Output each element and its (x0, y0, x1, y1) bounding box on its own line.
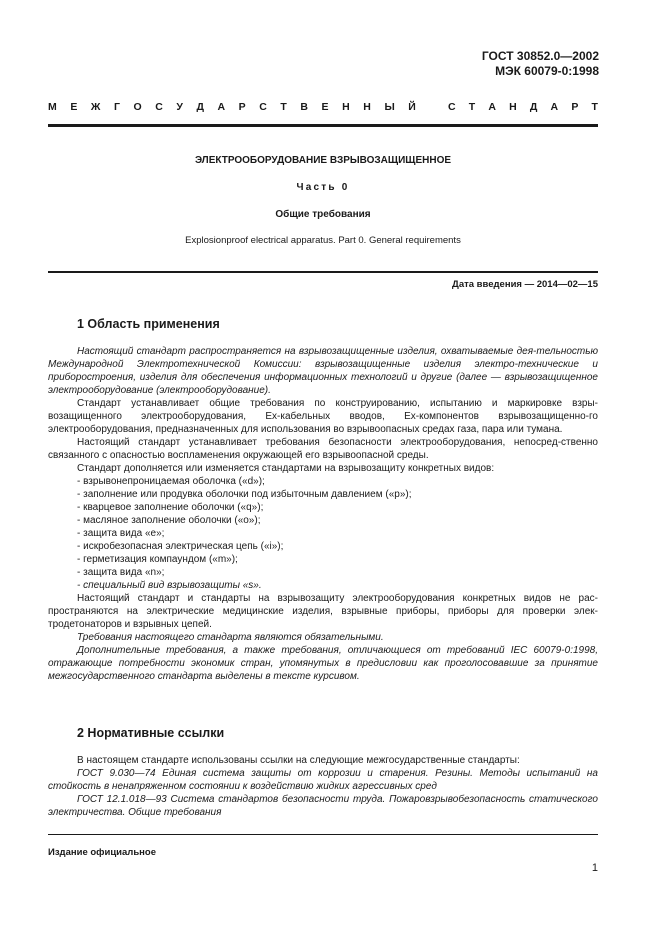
section-1-body (48, 345, 598, 683)
banner-letter: А (550, 101, 559, 113)
banner-letter: С (155, 101, 163, 113)
banner-letter: Ы (384, 101, 395, 113)
paragraph: Стандарт устанавливает общие требования по конструированию, испытанию и маркировке взры-возащищенного электрооборудования, Ex-кабельных вводов, Ex-компонентов взрывозащищенно-го электрооборудования, предназначенных для использования во взрывоопасных средах газа, пара или тумана. (48, 398, 598, 435)
banner-letter: М (48, 101, 57, 113)
title-rule (48, 271, 598, 273)
section-2-heading: 2 Нормативные ссылки (77, 726, 225, 740)
paragraph: Настоящий стандарт распространяется на взрывозащищенные изделия, охватываемые дея-тельностью Международной Электротехнической Комиссии: взрывозащищенные изделия электро-технические и приборостроения, изделия для обеспечения информационных технологий и другие (далее — взрывозащищенное электрооборудование (электрооборудование). (48, 346, 598, 396)
paragraph: В настоящем стандарте использованы ссылки на следующие межгосударственные стандарты: (77, 755, 520, 766)
footer-rule (48, 834, 598, 835)
banner-letter: У (176, 101, 183, 113)
section-2-body (48, 754, 598, 819)
list-item: - искробезопасная электрическая цепь («i»); (77, 541, 284, 552)
paragraph: Стандарт дополняется или изменяется стандартами на взрывозащиту конкретных видов: (77, 463, 495, 474)
document-subtitle: Общие требования (275, 209, 371, 220)
protection-types-list (48, 475, 598, 592)
banner-word-standard (448, 101, 598, 113)
english-title: Explosionproof electrical apparatus. Part 0. General requirements (185, 235, 461, 246)
section-1-heading: 1 Область применения (77, 317, 220, 331)
list-item: - защита вида «n»; (77, 567, 165, 578)
paragraph: Настоящий стандарт устанавливает требования безопасности электрооборудования, непосред-ственно связанного с опасностью воспламенения окружающей его взрывоопасной среды. (48, 437, 598, 461)
paragraph: Дополнительные требования, а также требования, отличающиеся от требований IEC 60079-0:1998, отражающие потребности экономик стран, упомянутых в предисловии как проголосовавшие за принятие межгосударственного стандарта выделены в тексте курсивом. (48, 645, 598, 682)
banner-letter: Д (196, 101, 204, 113)
list-item: - заполнение или продувка оболочки под избыточным давлением («p»); (77, 489, 412, 500)
document-title: ЭЛЕКТРООБОРУДОВАНИЕ ВЗРЫВОЗАЩИЩЕННОЕ (194, 155, 452, 166)
list-item: - специальный вид взрывозащиты «s». (77, 580, 262, 591)
banner-letter: Н (509, 101, 517, 113)
banner-letter: С (259, 101, 267, 113)
banner-letter: Р (571, 101, 579, 113)
banner-letter: А (488, 101, 496, 113)
banner-letter: Й (408, 101, 416, 113)
list-item: - защита вида «е»; (77, 528, 165, 539)
introduction-date: Дата введения — 2014—02—15 (452, 279, 598, 290)
official-edition-label: Издание официальное (48, 847, 156, 858)
banner-letter: Е (321, 101, 329, 113)
banner-letter: Д (529, 101, 538, 113)
list-item: - взрывонепроницаемая оболочка («d»); (77, 476, 265, 487)
list-item: - кварцевое заполнение оболочки («q»); (77, 502, 264, 513)
banner-letter: Т (591, 101, 598, 113)
banner-letter: Ж (90, 101, 101, 113)
reference-item: ГОСТ 9.030—74 Единая система защиты от коррозии и старения. Резины. Методы испытаний на стойкость в ненапряженном состоянии к воздействию жидких агрессивных сред (48, 768, 598, 792)
banner-word-interstate (48, 101, 416, 113)
header-rule (48, 124, 598, 127)
gost-code: ГОСТ 30852.0—2002 (481, 49, 599, 63)
list-item: - герметизация компаундом («m»); (77, 554, 238, 565)
banner-letter: С (448, 101, 456, 113)
banner-letter: Е (70, 101, 78, 113)
paragraph: Требования настоящего стандарта являются обязательными. (77, 632, 384, 643)
banner-letter: В (300, 101, 308, 113)
standard-banner (48, 101, 598, 113)
banner-letter: Н (363, 101, 371, 113)
standard-codes (482, 49, 599, 79)
banner-letter: Т (280, 101, 287, 113)
banner-letter: Р (238, 101, 246, 113)
iec-code: МЭК 60079-0:1998 (495, 64, 599, 78)
banner-letter: Н (342, 101, 350, 113)
banner-letter: Т (468, 101, 476, 113)
banner-letter: Г (113, 101, 120, 113)
banner-letter: А (217, 101, 226, 113)
list-item: - масляное заполнение оболочки («o»); (77, 515, 261, 526)
banner-letter: О (133, 101, 142, 113)
reference-item: ГОСТ 12.1.018—93 Система стандартов безопасности труда. Пожаровзрывобезопасность статического электричества. Общие требования (48, 794, 598, 818)
paragraph: Настоящий стандарт и стандарты на взрывозащиту электрооборудования конкретных видов не рас-пространяются на электрические медицинские изделия, взрывные приборы, приборы для проверки элек-тродетонаторов и взрывных цепей. (48, 593, 598, 630)
page-number: 1 (591, 862, 598, 874)
document-part: Часть 0 (296, 182, 350, 193)
